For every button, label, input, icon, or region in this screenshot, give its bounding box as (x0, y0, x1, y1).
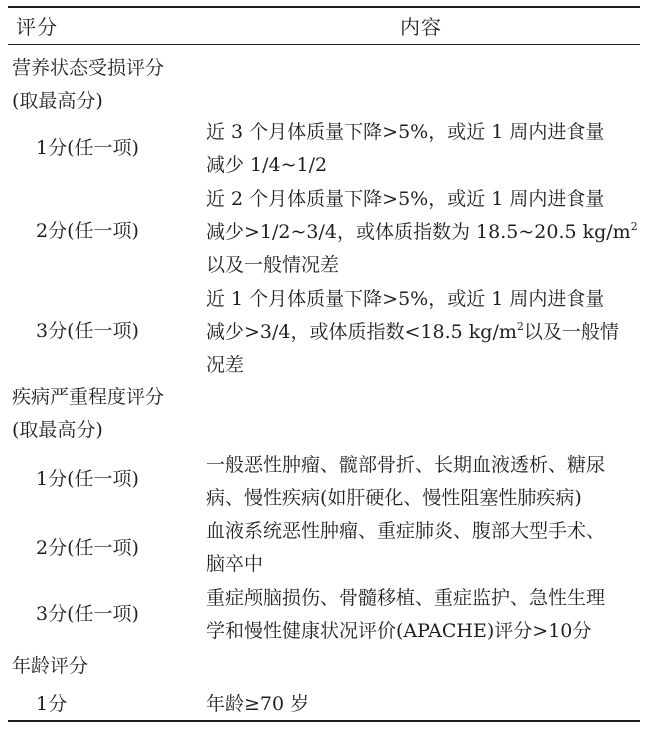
nutrition-desc-2 (206, 183, 638, 282)
disease-desc-1-line-1: 一般恶性肿瘤、髋部骨折、长期血液透析、糖尿 (206, 454, 606, 476)
disease-desc-3-line-2: 学和慢性健康状况评价(APACHE)评分>10分 (206, 620, 592, 642)
nutrition-desc-1 (206, 116, 604, 182)
nutrition-desc-2-line-3: 以及一般情况差 (206, 254, 340, 276)
nutrition-desc-1-line-1: 近 3 个月体质量下降>5%，或近 1 周内进食量 (206, 121, 605, 143)
header-rule (8, 44, 640, 45)
disease-desc-1 (206, 449, 605, 515)
disease-desc-2-line-2: 脑卒中 (206, 553, 264, 575)
nutrition-desc-2-squared: 2 (630, 220, 638, 233)
bottom-rule (8, 720, 640, 722)
nutrition-desc-3 (206, 283, 619, 382)
nutrition-desc-2-line-1: 近 2 个月体质量下降>5%，或近 1 周内进食量 (206, 188, 605, 210)
nutrition-desc-3-line-2-text: 减少>3/4，或体质指数<18.5 kg/m (206, 321, 517, 343)
nutrition-desc-3-line-2-tail: 以及一般情 (523, 321, 619, 343)
disease-score-2: 2分(任一项) (36, 537, 139, 559)
nutrition-desc-3-line-1: 近 1 个月体质量下降>5%，或近 1 周内进食量 (206, 288, 605, 310)
section-subtitle-disease: (取最高分) (12, 419, 103, 441)
nutrition-score-2: 2分(任一项) (36, 220, 139, 242)
top-rule (8, 6, 640, 8)
disease-desc-2-line-1: 血液系统恶性肿瘤、重症肺炎、腹部大型手术、 (206, 520, 606, 542)
disease-desc-1-line-2: 病、慢性疾病(如肝硬化、慢性阻塞性肺疾病) (206, 487, 582, 509)
disease-score-3: 3分(任一项) (36, 603, 139, 625)
nutrition-desc-3-squared: 2 (516, 320, 524, 333)
disease-score-1: 1分(任一项) (36, 468, 139, 490)
disease-desc-3-line-1: 重症颅脑损伤、骨髓移植、重症监护、急性生理 (206, 587, 606, 609)
section-title-disease: 疾病严重程度评分 (12, 386, 165, 408)
age-desc-1: 年龄≥70 岁 (206, 693, 310, 715)
nutrition-score-3: 3分(任一项) (36, 320, 139, 342)
age-score-1: 1分 (36, 693, 68, 715)
nutrition-desc-3-line-3: 况差 (206, 354, 245, 376)
section-title-age: 年龄评分 (12, 655, 89, 677)
nutrition-desc-3-line-2 (206, 316, 619, 349)
nutrition-desc-2-line-2 (206, 216, 638, 249)
nutrition-desc-1-line-2: 减少 1/4~1/2 (206, 154, 328, 176)
header-score: 评分 (16, 15, 58, 39)
nutrition-desc-2-line-2-text: 减少>1/2~3/4，或体质指数为 18.5~20.5 kg/m (206, 221, 631, 243)
section-title-nutrition: 营养状态受损评分 (12, 57, 165, 79)
nutrition-score-1: 1分(任一项) (36, 137, 139, 159)
section-subtitle-nutrition: (取最高分) (12, 90, 103, 112)
header-content: 内容 (400, 15, 442, 39)
disease-desc-3 (206, 582, 605, 648)
disease-desc-2 (206, 515, 605, 581)
